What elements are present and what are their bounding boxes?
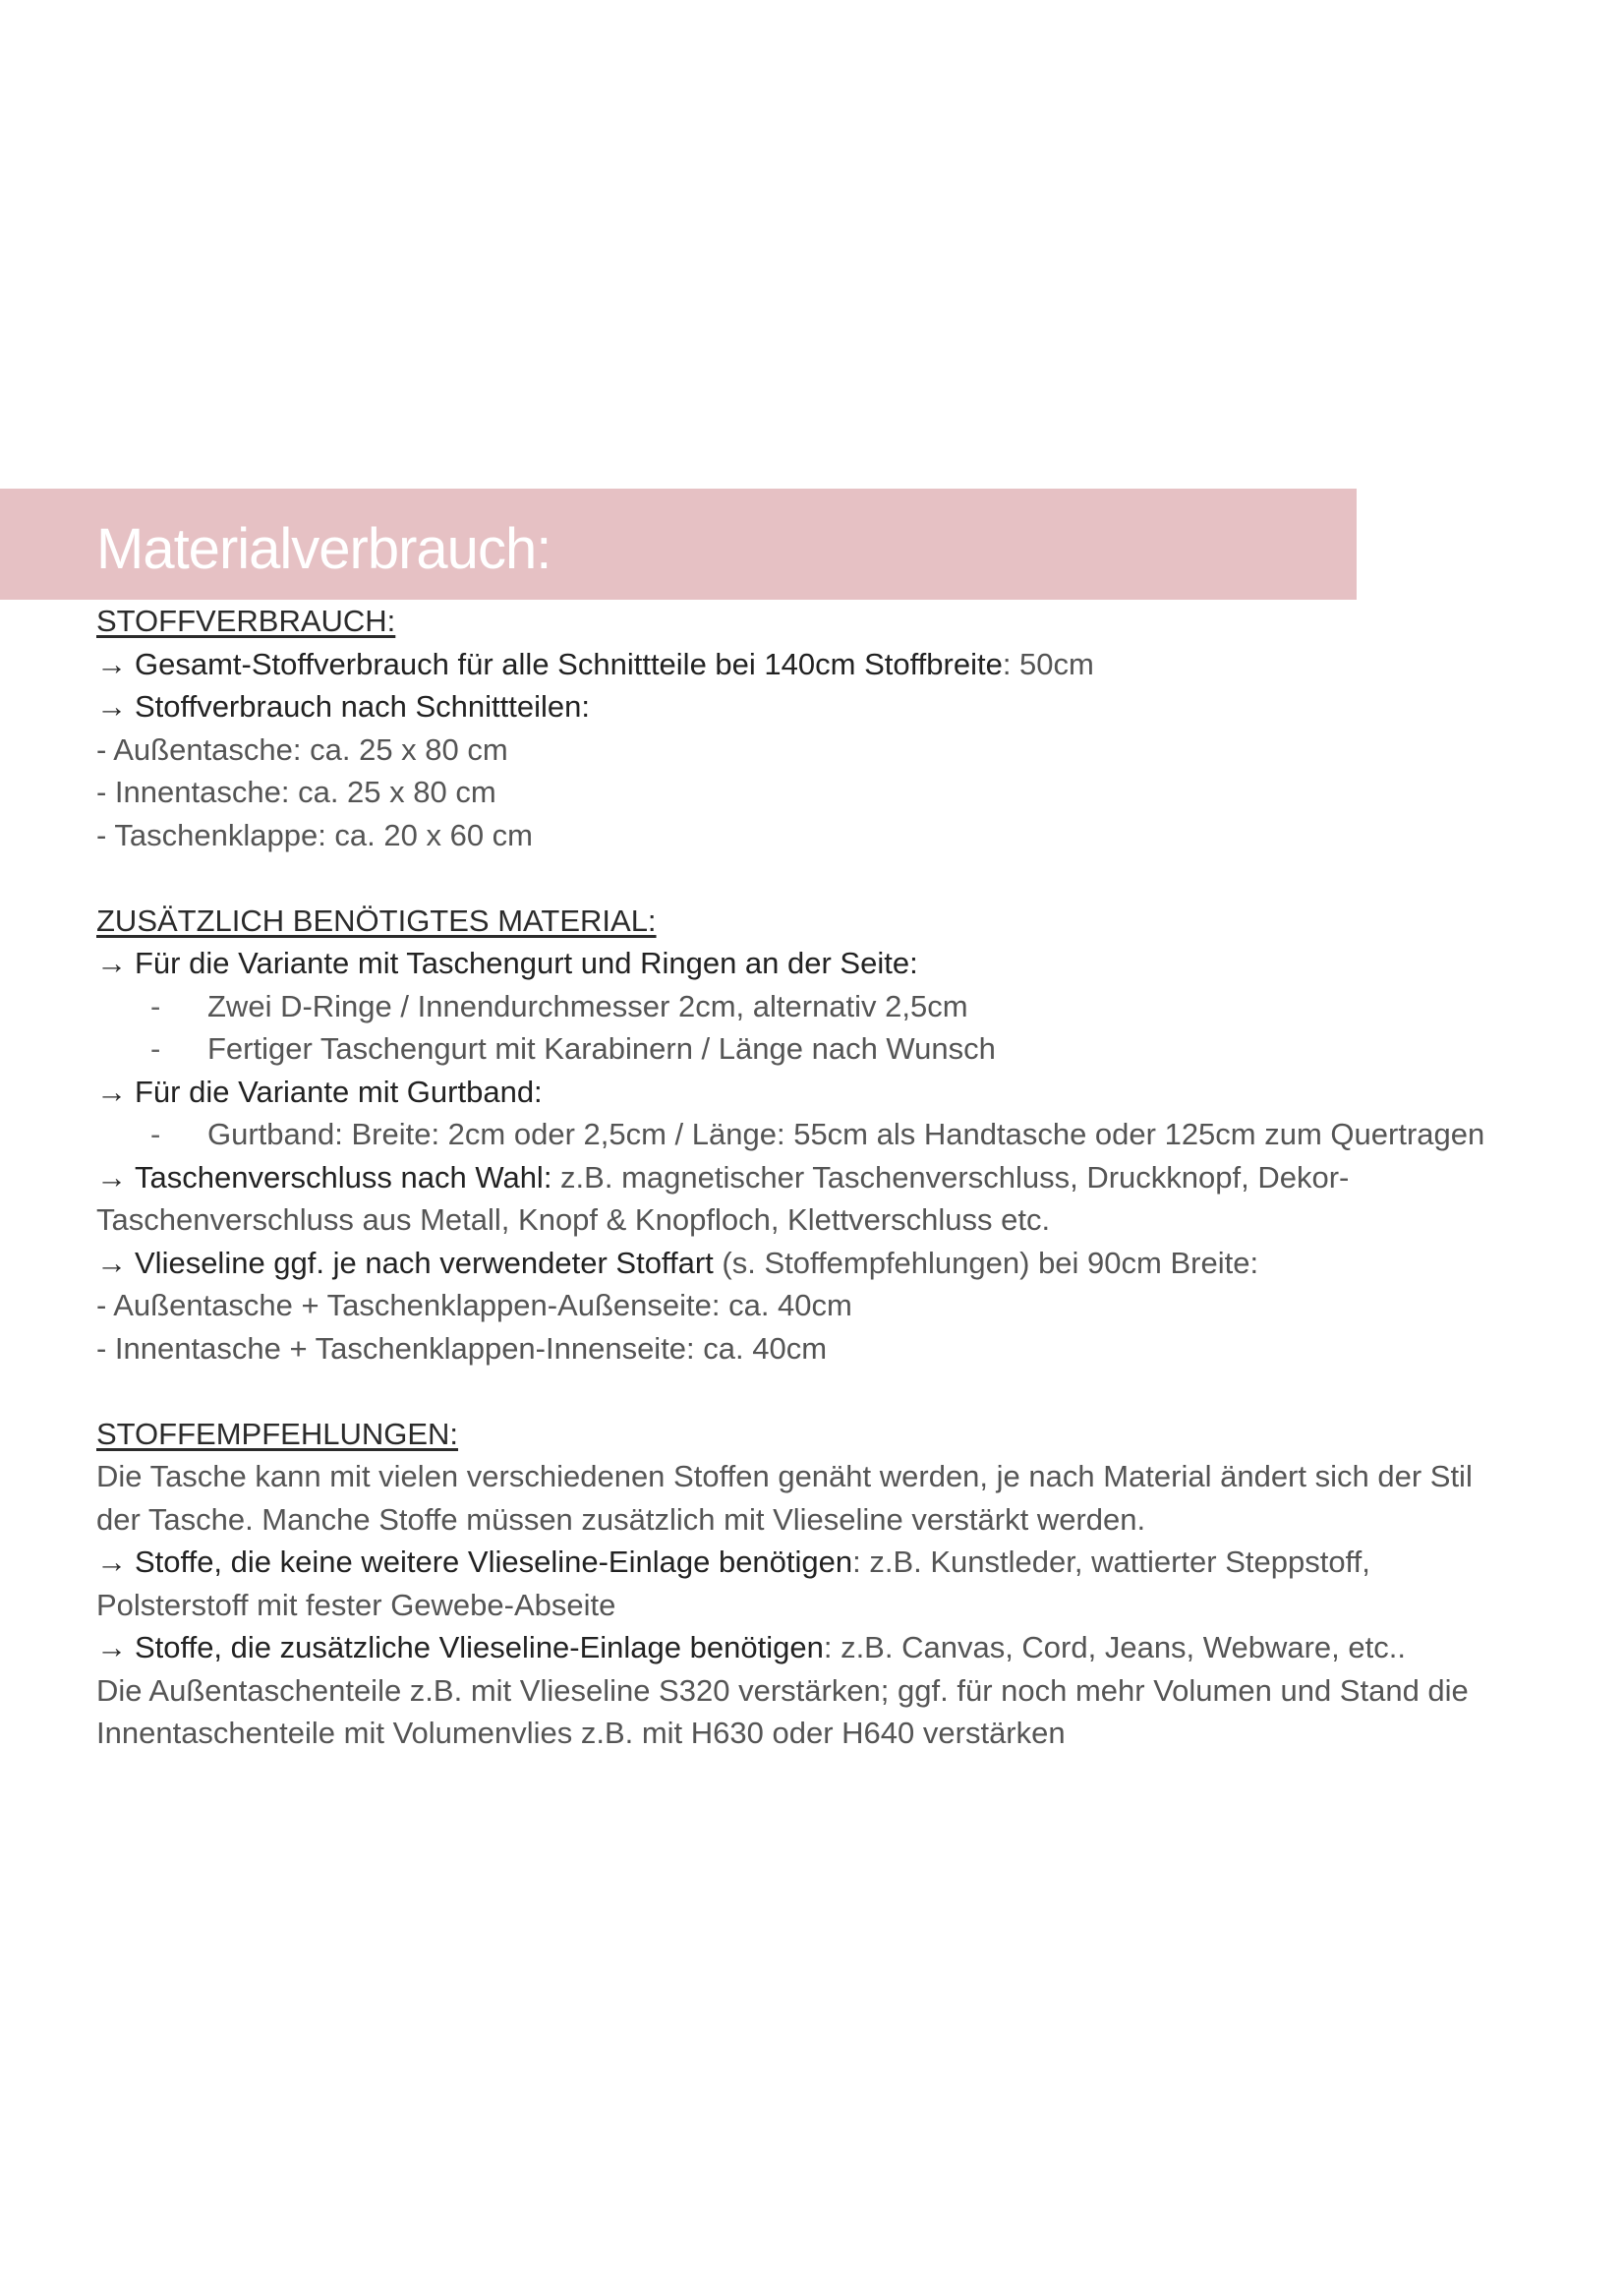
list-item: - Innentasche + Taschenklappen-Innenseite: ca. 40cm <box>96 1330 828 1366</box>
paragraph-line: der Tasche. Manche Stoffe müssen zusätzlich mit Vlieseline verstärkt werden. <box>96 1501 1146 1537</box>
spacer <box>96 856 1551 900</box>
stoffe-ohne-vlieseline: → Stoffe, die keine weitere Vlieseline-Einlage benötigen: z.B. Kunstleder, wattierter Steppstoff, <box>96 1545 1370 1579</box>
stoffe-mit-vlieseline: → Stoffe, die zusätzliche Vlieseline-Einlage benötigen: z.B. Canvas, Cord, Jeans, Webware, etc.. <box>96 1630 1406 1664</box>
paragraph-line: Innentaschenteile mit Volumenvlies z.B. mit H630 oder H640 verstärken <box>96 1716 1066 1750</box>
list-item: - Außentasche: ca. 25 x 80 cm <box>96 731 508 767</box>
taschenverschluss-continued: Taschenverschluss aus Metall, Knopf & Knopfloch, Klettverschluss etc. <box>96 1202 1051 1237</box>
arrow-right-icon: → <box>96 946 127 980</box>
dash-bullet-icon: - <box>150 988 161 1023</box>
arrow-right-icon: → <box>96 1074 127 1109</box>
list-item: - Innentasche: ca. 25 x 80 cm <box>96 775 496 809</box>
list-item: - Gurtband: Breite: 2cm oder 2,5cm / Länge: 55cm als Handtasche oder 125cm zum Quertragen <box>96 1113 1551 1156</box>
page-title: Materialverbrauch: <box>96 517 551 581</box>
variante-ringe: → Für die Variante mit Taschengurt und Ringen an der Seite: <box>96 946 918 980</box>
stoffverbrauch-nach-schnittteilen: → Stoffverbrauch nach Schnittteilen: <box>96 689 590 724</box>
paragraph-line: Polsterstoff mit fester Gewebe-Abseite <box>96 1587 616 1622</box>
arrow-right-icon: → <box>96 1545 127 1579</box>
paragraph-line: Die Tasche kann mit vielen verschiedenen Stoffen genäht werden, je nach Material ändert sich der Stil <box>96 1459 1473 1493</box>
dash-bullet-icon: - <box>150 1117 161 1151</box>
arrow-right-icon: → <box>96 689 127 724</box>
dash-bullet-icon: - <box>150 1031 161 1066</box>
section-heading-stoffempfehlungen: STOFFEMPFEHLUNGEN: <box>96 1416 459 1451</box>
arrow-right-icon: → <box>96 1159 127 1195</box>
spacer <box>96 1370 1551 1413</box>
vlieseline: → Vlieseline ggf. je nach verwendeter Stoffart (s. Stoffempfehlungen) bei 90cm Breite: <box>96 1245 1259 1280</box>
paragraph-line: Die Außentaschenteile z.B. mit Vlieseline S320 verstärken; ggf. für noch mehr Volumen und Stand die <box>96 1672 1469 1708</box>
variante-gurtband: → Für die Variante mit Gurtband: <box>96 1074 543 1109</box>
section-heading-stoffverbrauch: STOFFVERBRAUCH: <box>96 604 396 638</box>
taschenverschluss: → Taschenverschluss nach Wahl: z.B. magnetischer Taschenverschluss, Druckknopf, Dekor- <box>96 1159 1350 1195</box>
arrow-right-icon: → <box>96 1630 127 1664</box>
list-item: - Taschenklappe: ca. 20 x 60 cm <box>96 817 534 852</box>
arrow-right-icon: → <box>96 646 127 681</box>
document-body <box>96 600 1551 1755</box>
gesamt-stoffverbrauch: → Gesamt-Stoffverbrauch für alle Schnittteile bei 140cm Stoffbreite: 50cm <box>96 646 1094 681</box>
list-item: - Fertiger Taschengurt mit Karabinern / Länge nach Wunsch <box>96 1027 1551 1071</box>
arrow-right-icon: → <box>96 1245 127 1280</box>
section-heading-zusaetzlich: ZUSÄTZLICH BENÖTIGTES MATERIAL: <box>96 903 657 938</box>
list-item: - Zwei D-Ringe / Innendurchmesser 2cm, alternativ 2,5cm <box>96 985 1551 1028</box>
list-item: - Außentasche + Taschenklappen-Außenseite: ca. 40cm <box>96 1288 852 1322</box>
